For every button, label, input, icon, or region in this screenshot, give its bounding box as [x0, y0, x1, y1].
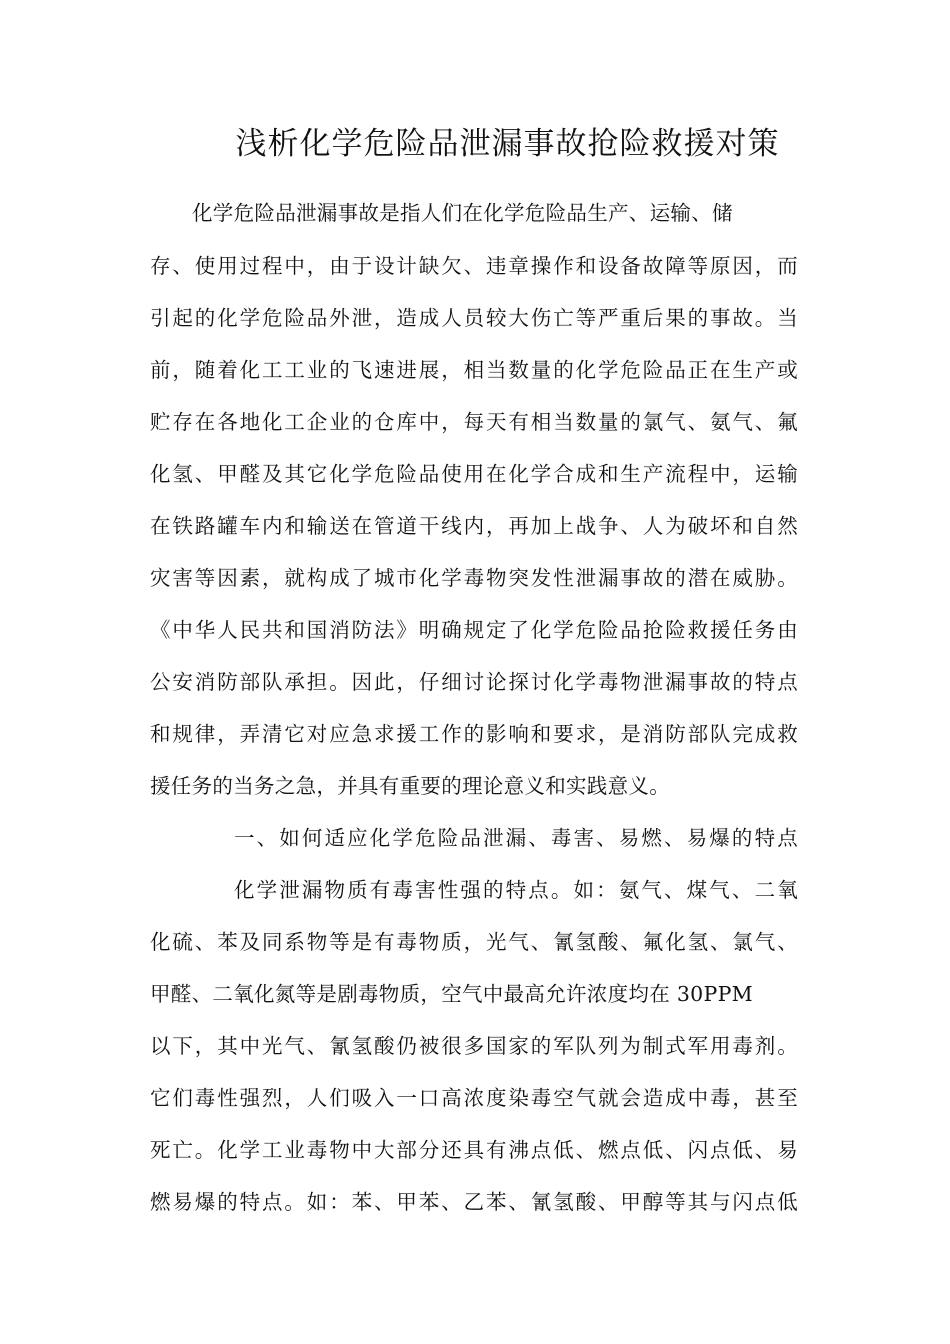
- paragraph-line: 化学危险品泄漏事故是指人们在化学危险品生产、运输、储: [192, 201, 733, 225]
- paragraph-line: 甲醛、二氧化氮等是剧毒物质，空气中最高允许浓度均在 30PPM: [150, 982, 753, 1006]
- paragraph-line: 前，随着化工工业的飞速进展，相当数量的化学危险品正在生产或: [150, 358, 798, 382]
- paragraph-line: 存、使用过程中，由于设计缺欠、违章操作和设备故障等原因，而: [150, 254, 798, 278]
- paragraph-line: 在铁路罐车内和输送在管道干线内，再加上战争、人为破坏和自然: [150, 514, 798, 538]
- paragraph-line: 死亡。化学工业毒物中大部分还具有沸点低、燃点低、闪点低、易: [150, 1138, 798, 1162]
- paragraph-line: 贮存在各地化工企业的仓库中，每天有相当数量的氯气、氨气、氟: [150, 410, 798, 434]
- paragraph-line: 燃易爆的特点。如：苯、甲苯、乙苯、氰氢酸、甲醇等其与闪点低: [150, 1190, 798, 1214]
- paragraph-line: 它们毒性强烈，人们吸入一口高浓度染毒空气就会造成中毒，甚至: [150, 1086, 798, 1110]
- paragraph-line: 和规律，弄清它对应急求援工作的影响和要求，是消防部队完成救: [150, 722, 798, 746]
- paragraph-line: 以下，其中光气、氰氢酸仍被很多国家的军队列为制式军用毒剂。: [150, 1034, 798, 1058]
- paragraph-line: 化硫、苯及同系物等是有毒物质，光气、氰氢酸、氟化氢、氯气、: [150, 930, 798, 954]
- paragraph-line: 公安消防部队承担。因此，仔细讨论探讨化学毒物泄漏事故的特点: [150, 670, 798, 694]
- paragraph-line: 援任务的当务之急，并具有重要的理论意义和实践意义。: [150, 774, 670, 798]
- paragraph-line: 灾害等因素，就构成了城市化学毒物突发性泄漏事故的潜在威胁。: [150, 566, 798, 590]
- paragraph-line: 《中华人民共和国消防法》明确规定了化学危险品抢险救援任务由: [150, 618, 798, 642]
- paragraph-line: 化氢、甲醛及其它化学危险品使用在化学合成和生产流程中，运输: [150, 462, 798, 486]
- paragraph-line: 化学泄漏物质有毒害性强的特点。如：氨气、煤气、二氧: [234, 878, 798, 902]
- document-title: 浅析化学危险品泄漏事故抢险救援对策: [235, 126, 780, 162]
- section-heading: 一、如何适应化学危险品泄漏、毒害、易燃、易爆的特点: [234, 826, 798, 850]
- paragraph-line: 引起的化学危险品外泄，造成人员较大伤亡等严重后果的事故。当: [150, 306, 798, 330]
